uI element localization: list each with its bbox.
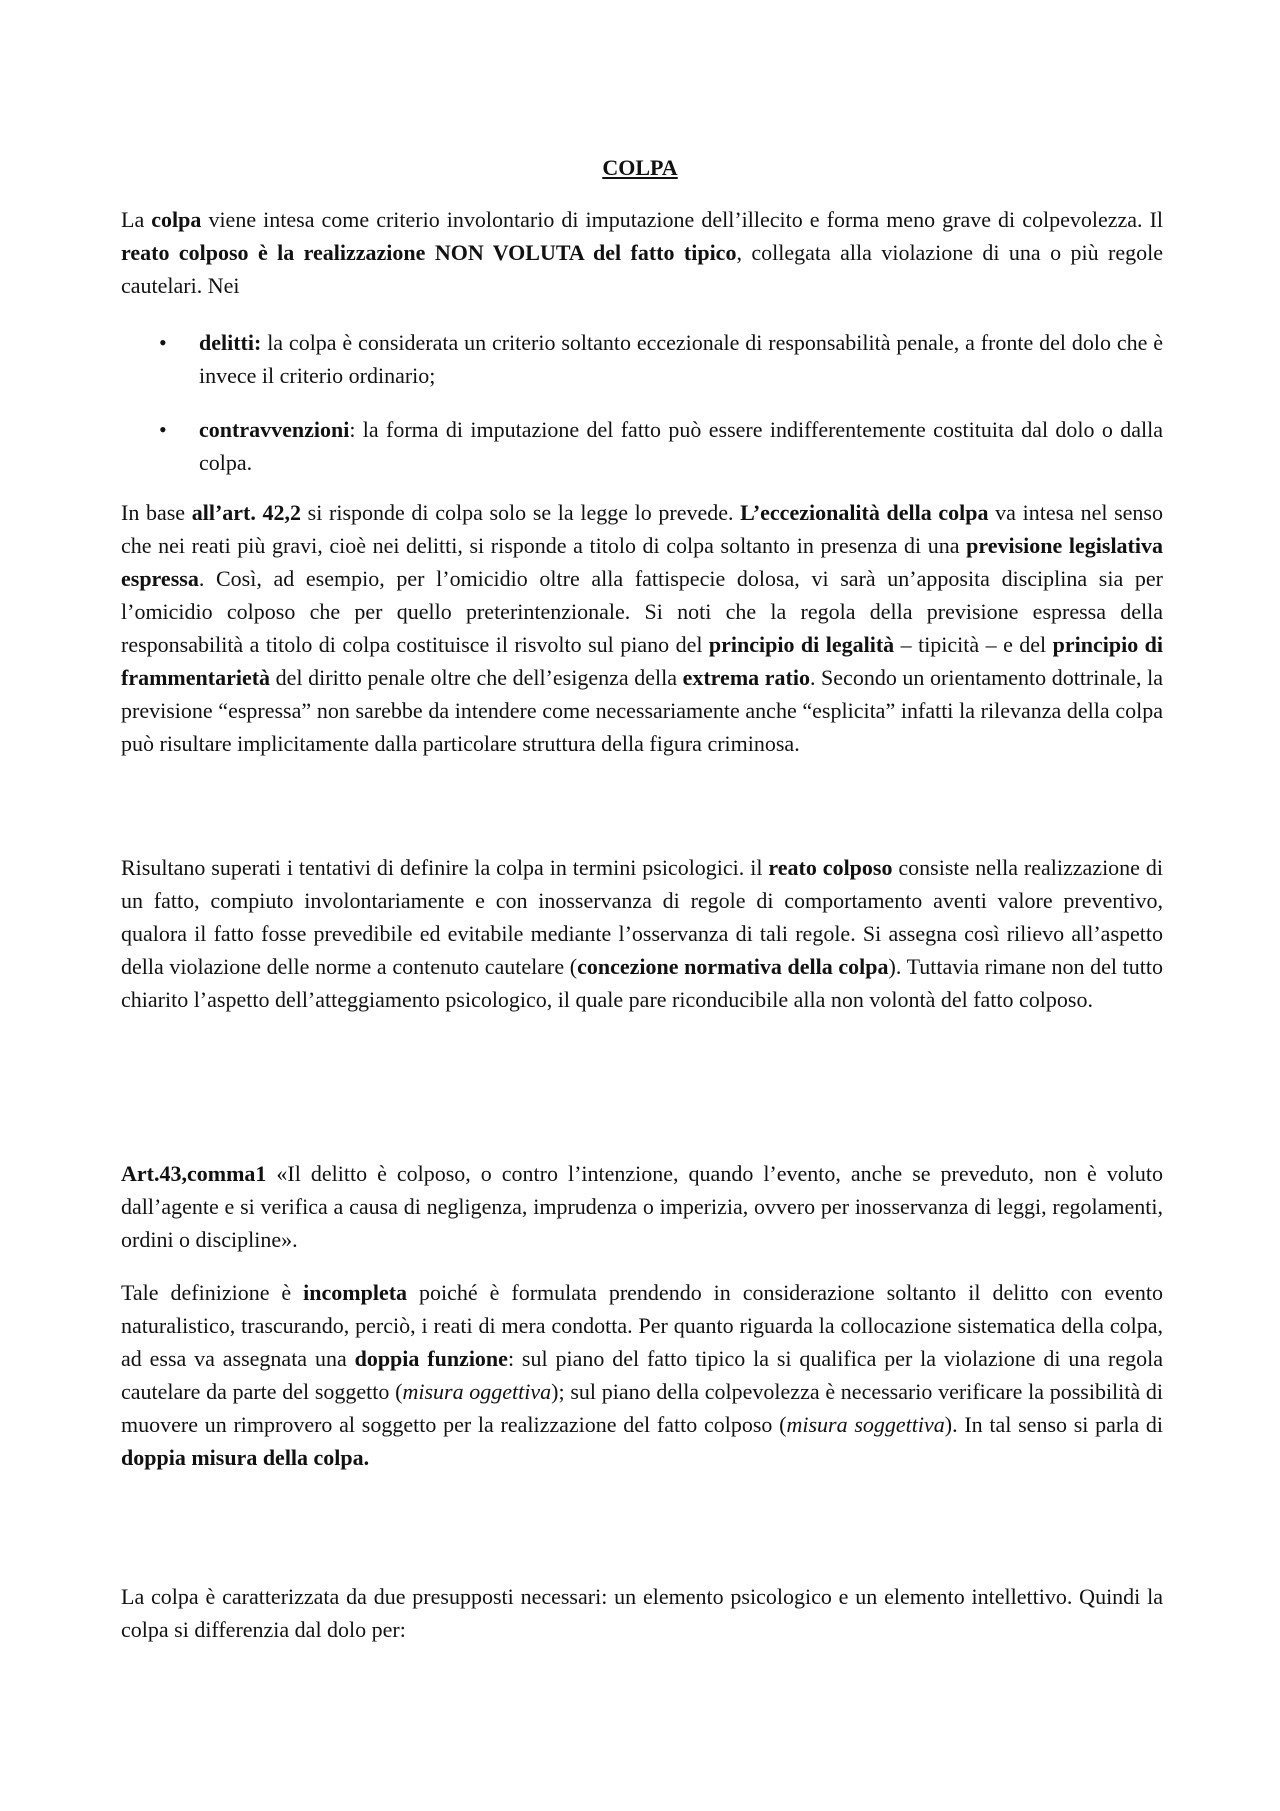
text-run: . Secondo un orientamento dottrinale, la previsione “espressa” non sarebbe da intendere come necessariamente anche “esplicita” infatti la rilevanza della colpa può risultare implicitamente dalla particolare struttura della figura criminosa.	[121, 665, 1163, 756]
bold-run: doppia misura della colpa.	[121, 1445, 370, 1470]
text-run: va intesa nel senso che nei reati più gravi, cioè nei delitti, si risponde a titolo di colpa soltanto in presenza di una	[121, 500, 1163, 558]
bold-run: doppia funzione	[354, 1346, 508, 1371]
text-run: ). In tal senso si parla di	[944, 1412, 1163, 1437]
bullet-symbol: •	[159, 417, 167, 442]
bold-run: extrema ratio	[682, 665, 810, 690]
text-run: viene intesa come criterio involontario di imputazione dell’illecito e forma meno grave di colpevolezza. Il	[201, 207, 1164, 232]
italic-run: misura soggettiva	[786, 1412, 945, 1437]
bold-run: all’art. 42,2	[191, 500, 302, 525]
text-run: ). Tuttavia rimane non del tutto chiarito l’aspetto dell’atteggiamento psicologico, il quale pare riconducibile alla non volontà del fatto colposo.	[121, 954, 1164, 1012]
text-run: La	[121, 207, 152, 232]
text-run: Risultano superati i tentativi di definire la colpa in termini psicologici. il	[121, 855, 769, 880]
bold-run: principio di legalità	[708, 632, 895, 657]
text-run: poiché è formulata prendendo in considerazione soltanto il delitto con evento naturalistico, trascurando, perciò, i reati di mera condotta. Per quanto riguarda la collocazione sistematica della colpa, ad essa va assegnata una	[121, 1280, 1164, 1371]
text-run: : sul piano del fatto tipico la si qualifica per la violazione di una regola cautelare da parte del soggetto (	[121, 1346, 1163, 1404]
bold-run: contravvenzioni	[199, 417, 350, 442]
italic-run: misura oggettiva	[402, 1379, 552, 1404]
text-run: : la forma di imputazione del fatto può essere indifferentemente costituita dal dolo o dalla colpa.	[199, 417, 1163, 475]
tale-paragraph	[121, 1276, 1163, 1474]
bold-run: previsione legislativa espressa	[121, 533, 1163, 591]
intro-paragraph	[121, 203, 1163, 302]
bold-run: reato colposo è la realizzazione NON VOLUTA del fatto tipico	[121, 240, 737, 265]
text-run: La colpa è caratterizzata da due presupposti necessari: un elemento psicologico e un elemento intellettivo. Quindi la colpa si differenzia dal dolo per:	[121, 1584, 1163, 1642]
bold-run: incompleta	[303, 1280, 408, 1305]
bold-run: Art.43,comma1	[121, 1161, 267, 1186]
art43-paragraph	[121, 1157, 1163, 1256]
bold-run: delitti:	[199, 330, 262, 355]
text-run: si risponde di colpa solo se la legge lo prevede.	[301, 500, 741, 525]
text-run: Tale definizione è	[121, 1280, 304, 1305]
art42-paragraph	[121, 496, 1163, 760]
final-paragraph	[121, 1580, 1163, 1646]
bullet-text	[199, 326, 1163, 392]
risultano-paragraph	[121, 851, 1163, 1016]
text-run: – tipicità – e del	[894, 632, 1053, 657]
text-run: del diritto penale oltre che dell’esigenza della	[270, 665, 683, 690]
text-run: , collegata alla violazione di una o più regole cautelari. Nei	[121, 240, 1163, 298]
text-run: In base	[121, 500, 192, 525]
bullet-text	[199, 413, 1163, 479]
bold-run: principio di frammentarietà	[121, 632, 1164, 690]
bold-run: reato colposo	[768, 855, 893, 880]
text-run: ); sul piano della colpevolezza è necessario verificare la possibilità di muovere un rimprovero al soggetto per la realizzazione del fatto colposo (	[121, 1379, 1163, 1437]
bold-run: colpa	[151, 207, 202, 232]
page-title: COLPA	[602, 155, 678, 180]
text-run: consiste nella realizzazione di un fatto, compiuto involontariamente e con inosservanza di regole di comportamento aventi valore preventivo, qualora il fatto fosse prevedibile ed evitabile mediante l’osservanza di tali regole. Si assegna così rilievo all’aspetto della violazione delle norme a contenuto cautelare (	[121, 855, 1163, 979]
text-run: la colpa è considerata un criterio soltanto eccezionale di responsabilità penale, a fronte del dolo che è invece il criterio ordinario;	[199, 330, 1163, 388]
text-run: . Così, ad esempio, per l’omicidio oltre alla fattispecie dolosa, vi sarà un’apposita disciplina sia per l’omicidio colposo che per quello preterintenzionale. Si noti che la regola della previsione espressa della responsabilità a titolo di colpa costituisce il risvolto sul piano del	[121, 566, 1163, 657]
bullet-symbol: •	[159, 330, 167, 355]
bold-run: L’eccezionalità della colpa	[740, 500, 989, 525]
bold-run: concezione normativa della colpa	[577, 954, 889, 979]
text-run: «Il delitto è colposo, o contro l’intenzione, quando l’evento, anche se preveduto, non è voluto dall’agente e si verifica a causa di negligenza, imprudenza o imperizia, ovvero per inosservanza di leggi, regolamenti, ordini o discipline».	[121, 1161, 1163, 1252]
